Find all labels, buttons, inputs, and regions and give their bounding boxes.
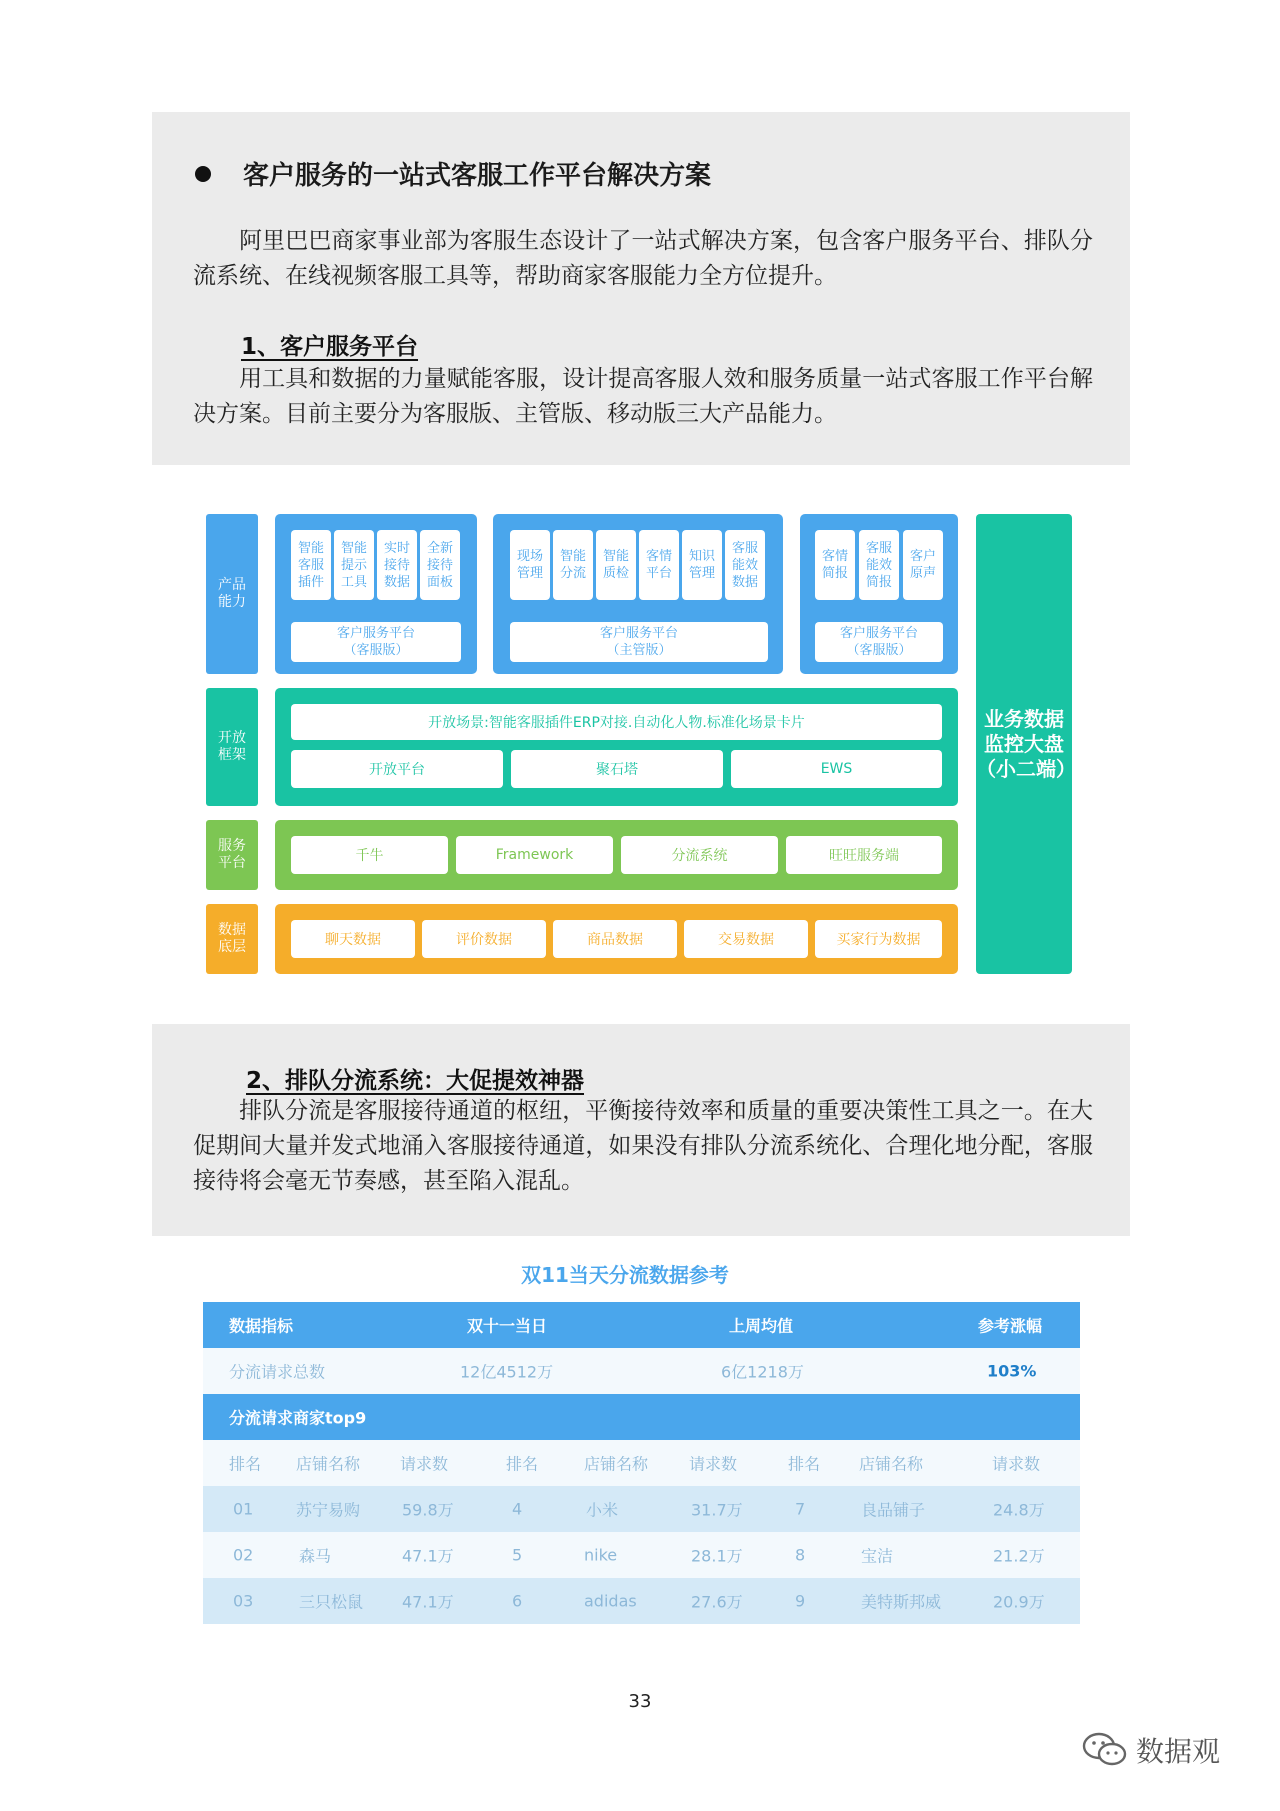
pill-efficiency-brief: 客服能效简报 [859,530,899,600]
subsection1-text: 用工具和数据的力量赋能客服，设计提高客服人效和服务质量一站式客服工作平台解决方案。目前主要分为客服版、主管版、移动版三大产品能力。 [193,366,1093,427]
subsection1-body [193,362,1093,432]
subsection2-text: 排队分流是客服接待通道的枢纽，平衡接待效率和质量的重要决策性工具之一。在大促期间大量并发式地涌入客服接待通道，如果没有排队分流系统化、合理化地分配，客服接待将会毫无节奏感，甚至陷入混乱。 [193,1098,1093,1194]
cell-store: 宝洁 [861,1546,894,1566]
top9-label: 分流请求商家top9 [229,1408,367,1428]
side-label-data: 数据底层 [206,904,258,974]
page-number: 33 [628,1691,652,1712]
cell-rank: 01 [233,1499,254,1519]
header-double11: 双十一当日 [467,1316,548,1336]
cell-rank: 5 [512,1545,523,1565]
cell-requests: 47.1万 [402,1546,454,1566]
col-rank: 排名 [788,1454,821,1474]
subsection2-body [193,1094,1093,1199]
pill-smart-routing: 智能分流 [553,530,593,600]
table-summary-row [203,1348,1080,1394]
pill-onsite-mgmt: 现场管理 [510,530,550,600]
bullet-icon [195,166,211,182]
pill-new-panel: 全新接待面板 [420,530,460,600]
cell-requests: 21.2万 [993,1546,1045,1566]
cell-store: 良品铺子 [861,1500,926,1520]
platform-agent-edition: 客户服务平台 （客服版） [291,622,461,662]
table-row [203,1532,1080,1578]
panel-line-3: （小二端） [976,756,1076,781]
subsection2-title: 2、排队分流系统：大促提效神器 [246,1068,585,1094]
cell-rank: 02 [233,1545,254,1565]
ews-item: EWS [731,750,942,788]
side-label-product: 产品能力 [206,514,258,674]
pill-smart-plugin: 智能客服插件 [291,530,331,600]
cell-store: 苏宁易购 [296,1500,361,1520]
section1-heading [195,155,711,192]
cell-rank: 7 [795,1499,806,1519]
col-requests: 请求数 [992,1454,1041,1474]
summary-last-week: 6亿1218万 [721,1362,804,1382]
chat-data-item: 聊天数据 [291,920,415,958]
table-top9-row [203,1394,1080,1440]
platform-supervisor-edition: 客户服务平台 （主管版） [510,622,768,662]
jushita-item: 聚石塔 [511,750,723,788]
cell-rank: 4 [512,1499,523,1519]
col-requests: 请求数 [689,1454,738,1474]
cell-store: 森马 [299,1546,332,1566]
section1-intro-text: 阿里巴巴商家事业部为客服生态设计了一站式解决方案，包含客户服务平台、排队分流系统、在线视频客服工具等，帮助商家客服能力全方位提升。 [193,228,1093,289]
watermark-text: 数据观 [1136,1735,1221,1768]
col-store: 店铺名称 [296,1454,361,1474]
monitor-dashboard-panel [976,514,1076,974]
section1-intro [193,224,1093,294]
pill-efficiency-data: 客服能效数据 [725,530,765,600]
section1-title: 客户服务的一站式客服工作平台解决方案 [243,161,712,191]
table-row [203,1486,1080,1532]
pill-smart-qa: 智能质检 [596,530,636,600]
subsection1-title: 1、客户服务平台 [241,334,419,360]
buyer-behavior-data-item: 买家行为数据 [815,920,942,958]
table-title: 双11当天分流数据参考 [521,1263,729,1287]
open-platform-item: 开放平台 [291,750,503,788]
cell-store: nike [584,1545,618,1565]
cell-requests: 20.9万 [993,1592,1045,1612]
cell-requests: 27.6万 [691,1592,743,1612]
header-last-week: 上周均值 [729,1316,794,1336]
col-rank: 排名 [506,1454,539,1474]
cell-requests: 59.8万 [402,1500,454,1520]
platform-mobile-edition: 客户服务平台 （客服版） [815,622,943,662]
pill-knowledge-mgmt: 知识管理 [682,530,722,600]
table-row [203,1578,1080,1624]
framework-item: Framework [456,836,613,874]
cell-rank: 6 [512,1591,523,1611]
cell-store: 三只松鼠 [299,1592,364,1612]
qianniu-item: 千牛 [291,836,448,874]
table-header-row [203,1302,1080,1348]
summary-metric: 分流请求总数 [229,1362,326,1382]
table-column-header-row [203,1440,1080,1486]
side-label-service: 服务平台 [206,820,258,890]
review-data-item: 评价数据 [422,920,546,958]
wangwang-server-item: 旺旺服务端 [786,836,942,874]
cell-store: 小米 [586,1500,619,1520]
cell-requests: 24.8万 [993,1500,1045,1520]
side-label-open: 开放框架 [206,688,258,806]
panel-line-1: 业务数据 [984,706,1064,731]
col-store: 店铺名称 [584,1454,649,1474]
header-metric: 数据指标 [229,1316,294,1336]
summary-double11: 12亿4512万 [460,1362,554,1382]
panel-line-2: 监控大盘 [984,731,1064,756]
summary-growth: 103% [987,1361,1037,1381]
open-scene-bar: 开放场景:智能客服插件ERP对接.自动化人物.标准化场景卡片 [291,704,942,740]
cell-rank: 9 [795,1591,806,1611]
pill-customer-platform: 客情平台 [639,530,679,600]
col-store: 店铺名称 [859,1454,924,1474]
cell-requests: 31.7万 [691,1500,743,1520]
cell-store: 美特斯邦威 [861,1592,942,1612]
trade-data-item: 交易数据 [684,920,808,958]
product-data-item: 商品数据 [553,920,677,958]
header-growth: 参考涨幅 [978,1316,1043,1336]
col-requests: 请求数 [400,1454,449,1474]
cell-rank: 8 [795,1545,806,1565]
routing-system-item: 分流系统 [621,836,778,874]
cell-requests: 28.1万 [691,1546,743,1566]
cell-requests: 47.1万 [402,1592,454,1612]
col-rank: 排名 [229,1454,262,1474]
pill-realtime-data: 实时接待数据 [377,530,417,600]
watermark [1082,1730,1220,1770]
cell-rank: 03 [233,1591,254,1611]
pill-smart-hint: 智能提示工具 [334,530,374,600]
cell-store: adidas [584,1591,637,1611]
pill-customer-voice: 客户原声 [903,530,943,600]
pill-customer-brief: 客情简报 [815,530,855,600]
wechat-icon [1082,1731,1128,1769]
